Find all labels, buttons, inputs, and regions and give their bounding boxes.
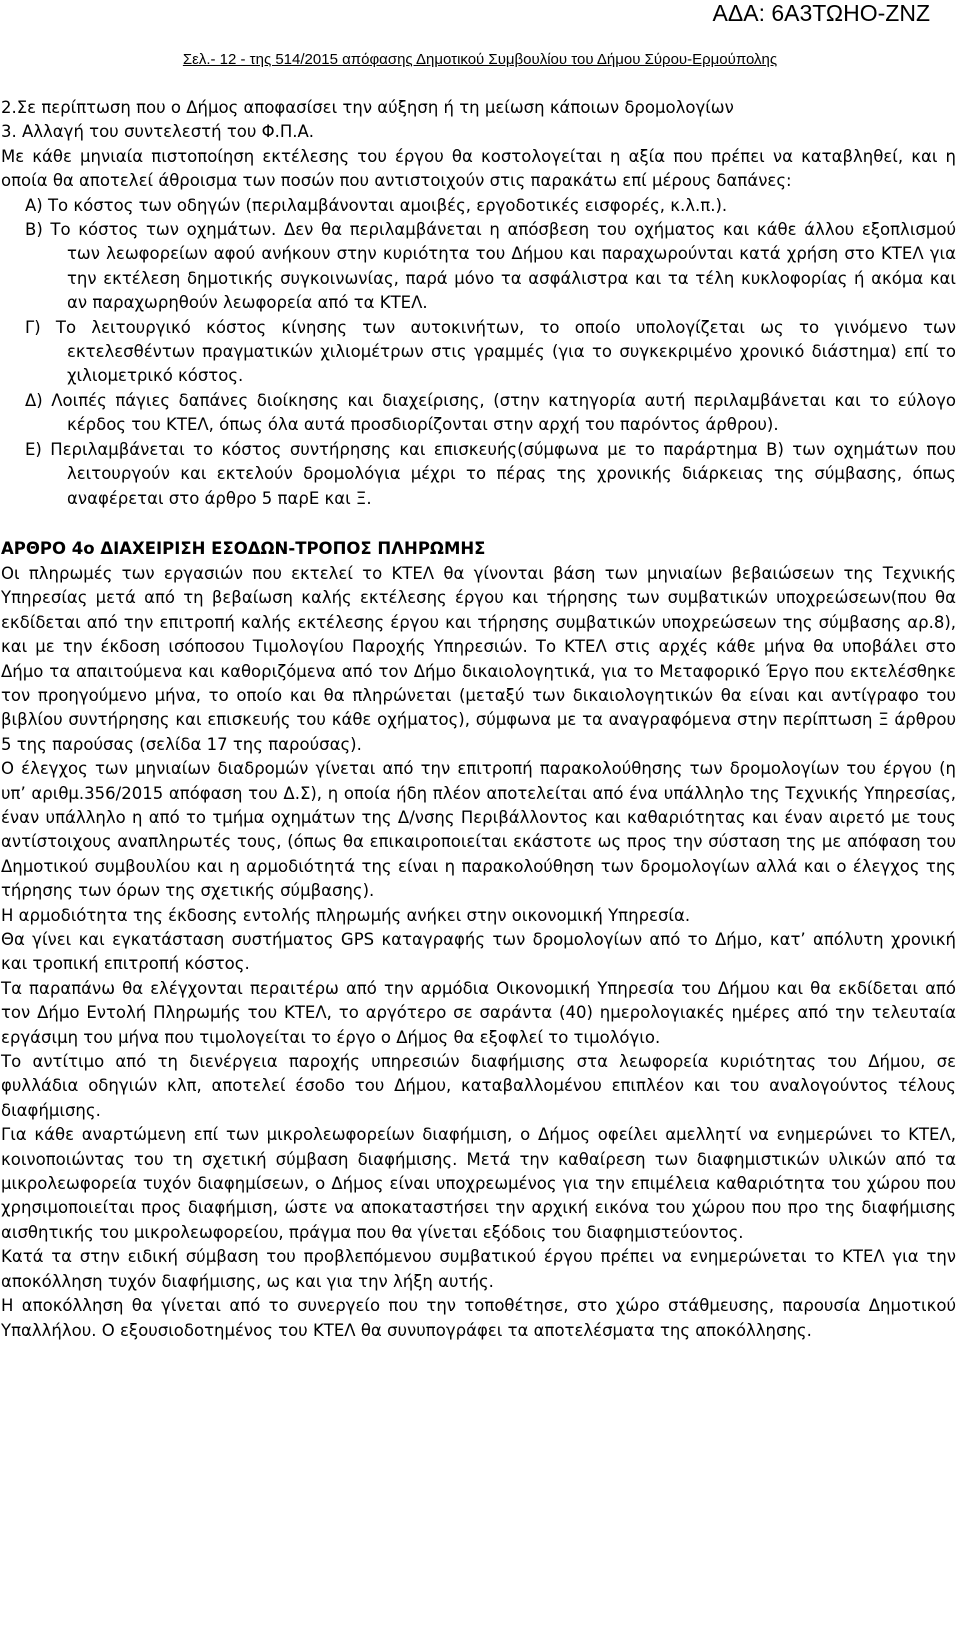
article-paragraph-advertising-notice: Για κάθε αναρτώμενη επί των μικρολεωφορείων διαφήμιση, ο Δήμος οφείλει αμελλητί να ενημερώνει το ΚΤΕΛ, κοινοποιώντας του τη σχετική σύμβαση διαφήμισης. Μετά την καθαίρεση των διαφημιστικών υλικών από τα μικρολεωφορεία τυχόν διαφημίσεων, ο Δήμος είναι υποχρεωμένος για την επιμέλεια καθαριότητα του χώρου που χρησιμοποιείται προς διαφήμιση, ώστε να αποκαταστήσει την αρχική εικόνα του χώρου που προ της διαφήμισης αισθητικής του μικρολεωφορείου, πράγμα που θα γίνεται εξόδοις του διαφημιστεύοντος. (1, 1125, 956, 1242)
article-paragraph-gps: Θα γίνει και εγκατάσταση συστήματος GPS καταγραφής των δρομολογίων από το Δήμο, κατ’ απόλυτη χρονική και τροπική επιτροπή κόστος. (1, 930, 956, 974)
cost-item-a: Α) Το κόστος των οδηγών (περιλαμβάνονται αμοιβές, εργοδοτικές εισφορές, κ.λ.π.). (25, 195, 728, 215)
cost-item-c: Γ) Το λειτουργικό κόστος κίνησης των αυτοκινήτων, το οποίο υπολογίζεται ως το γινόμενο των εκτελεσθέντων πραγματικών χιλιομέτρων στις γραμμές (για το συγκεκριμένο χρονικό διάστημα) επί το χιλιομετρικό κόστος. (25, 317, 956, 386)
paragraph-monthly-certification: Με κάθε μηνιαία πιστοποίηση εκτέλεσης του έργου θα κοστολογείται η αξία που πρέπει να καταβληθεί, και η οποία θα αποτελεί άθροισμα των ποσών που αντιστοιχούν στις παρακάτω επί μέρους δαπάνες: (1, 146, 956, 191)
paragraph-fare-change: 2.Σε περίπτωση που ο Δήμος αποφασίσει την αύξηση ή τη μείωση κάποιων δρομολογίων (1, 98, 734, 117)
article-paragraph-removal-procedure: Η αποκόλληση θα γίνεται από το συνεργείο που την τοποθέτησε, στο χώρο στάθμευσης, παρουσία Δημοτικού Υπαλλήλου. Ο εξουσιοδοτημένος του ΚΤΕΛ θα συνυπογράφει τα αποτελέσματα της αποκόλλησης. (1, 1296, 956, 1340)
paragraph-vat-change: 3. Αλλαγή του συντελεστή του Φ.Π.Α. (1, 122, 315, 142)
article-title: ΑΡΘΡΟ 4ο ΔΙΑΧΕΙΡΙΣΗ ΕΣΟΔΩΝ-ΤΡΟΠΟΣ ΠΛΗΡΩΜΗΣ (1, 538, 486, 558)
article-paragraph-route-control: Ο έλεγχος των μηνιαίων διαδρομών γίνεται από την επιτροπή παρακολούθησης των δρομολογίων του έργου (η υπ’ αριθμ.356/2015 απόφαση του Δ.Σ), η οποία ήδη πλέον αποτελείται από ένα υπάλληλο της Τεχνικής Υπηρεσίας, έναν υπάλληλο η από το τμήμα οχημάτων της Δ/νσης Περιβάλλοντος και καθαριότητας και έναν αιρετό με τους αντίστοιχους αναπληρωτές τους, (όπως θα επικαιροποιείται εκάστοτε ως προς την σύσταση της με απόφαση του Δημοτικού συμβουλίου και η αρμοδιότητά της είναι η παρακολούθηση των δρομολογίων αλλά και ο έλεγχος της τήρησης των όρων της σχετικής σύμβασης). (1, 759, 956, 901)
page-header: Σελ.- 12 - της 514/2015 απόφασης Δημοτικού Συμβουλίου του Δήμου Σύρου-Ερμούπολης (182, 51, 778, 68)
document-body (1, 96, 956, 1343)
article-paragraph-advertising-revenue: Το αντίτιμο από τη διενέργεια παροχής υπηρεσιών διαφήμισης στα λεωφορεία κυριότητας του Δήμου, σε φυλλάδια οδηγιών κλπ, αποτελεί έσοδο του Δήμου, καταβαλλομένου επιπλέον και του αναλογούντος τέλους διαφήμισης. (1, 1052, 956, 1120)
article-paragraph-payment-authority: Η αρμοδιότητα της έκδοσης εντολής πληρωμής ανήκει στην οικονομική Υπηρεσία. (1, 905, 691, 925)
article-paragraph-payment-order: Τα παραπάνω θα ελέγχονται περαιτέρω από την αρμόδια Οικονομική Υπηρεσία του Δήμου και θα εκδίδεται από τον Δήμο Εντολή Πληρωμής του ΚΤΕΛ, το αργότερο σε σαράντα (40) ημερολογιακές ημέρες από την τελευταία εργάσιμη του μήνα που τιμολογείται το έργο ο Δήμος θα εξοφλεί το τιμολόγιο. (1, 978, 956, 1047)
article-paragraph-payments: Οι πληρωμές των εργασιών που εκτελεί το ΚΤΕΛ θα γίνονται βάση των μηνιαίων βεβαιώσεων της Τεχνικής Υπηρεσίας μετά από τη βεβαίωση καλής εκτέλεσης έργου και τήρησης των συμβατικών υποχρεώσεων(που θα εκδίδεται από την επιτροπή καλής εκτέλεσης έργου και τήρησης συμβατικών υποχρεώσεων της σύμβασης αρ.8), και με την έκδοση ισόποσου Τιμολογίου Παροχής Υπηρεσιών. Το ΚΤΕΛ στις αρχές κάθε μήνα θα υποβάλει στο Δήμο τα απαιτούμενα και καθοριζόμενα από τον Δήμο δικαιολογητικά, για το Μεταφορικό Έργο που εκτελέσθηκε τον προηγούμενο μήνα, το οποίο και θα πληρώνεται (μεταξύ των δικαιολογητικών θα είναι και αντίγραφο του βιβλίου συντήρησης και επισκευής του κάθε οχήματος), σύμφωνα με τα αναγραφόμενα στην περίπτωση Ξ άρθρου 5 της παρούσας (σελίδα 17 της παρούσας). (1, 563, 956, 754)
cost-item-d: Δ) Λοιπές πάγιες δαπάνες διοίκησης και διαχείρισης, (στην κατηγορία αυτή περιλαμβάνεται και το εύλογο κέρδος του ΚΤΕΛ, όπως όλα αυτά προσδιορίζονται στην αρχή του παρόντος άρθρου). (25, 390, 956, 435)
ada-code: ΑΔΑ: 6Α3ΤΩΗΟ-ΖΝΖ (712, 0, 930, 26)
cost-item-e: Ε) Περιλαμβάνεται το κόστος συντήρησης και επισκευής(σύμφωνα με το παράρτημα Β) των οχημάτων που λειτουργούν και εκτελούν δρομολόγια μέχρι το πέρας της χρονικής διάρκειας της σύμβασης, όπως αναφέρεται στο άρθρο 5 παρΕ και Ξ. (25, 439, 956, 508)
section-gap (1, 511, 956, 535)
cost-item-b: Β) Το κόστος των οχημάτων. Δεν θα περιλαμβάνεται η απόσβεση του οχήματος και κάθε άλλου εξοπλισμού των λεωφορείων αφού ανήκουν στην κυριότητα του Δήμου και παραχωρούνται κατά χρήση στο ΚΤΕΛ για την εκτέλεση δημοτικής συγκοινωνίας, παρά μόνο τα ασφάλιστρα και τα τέλη κυκλοφορίας ή ακόμα και αν παραχωρηθούν λεωφορεία από τα ΚΤΕΛ. (25, 220, 956, 313)
article-paragraph-removal-notice: Κατά τα στην ειδική σύμβαση του προβλεπόμενου συμβατικού έργου πρέπει να ενημερώνεται το ΚΤΕΛ για την αποκόλληση τυχόν διαφήμισης, ως και για την λήξη αυτής. (1, 1247, 956, 1291)
